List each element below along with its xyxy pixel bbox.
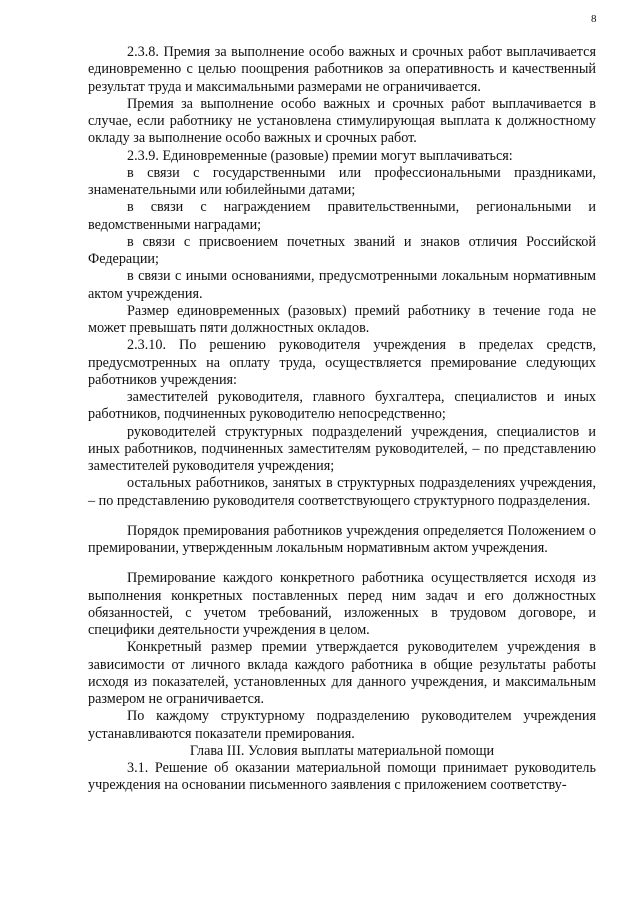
list-item: в связи с награждением правительственными, региональными и ведомственными наградами; — [88, 199, 596, 233]
list-item: руководителей структурных подразделений учреждения, специалистов и иных работников, подчиненных заместителям руководителей, – по представлению заместителей руководителя учреждения; — [88, 423, 596, 474]
chapter-heading: Глава III. Условия выплаты материальной помощи — [189, 742, 495, 759]
document-body — [88, 44, 596, 795]
list-item: в связи с иными основаниями, предусмотренными локальным нормативным актом учреждения. — [88, 268, 596, 302]
list-item: заместителей руководителя, главного бухгалтера, специалистов и иных работников, подчиненных руководителю непосредственно; — [88, 389, 596, 423]
paragraph: Премия за выполнение особо важных и срочных работ выплачивается в случае, если работнику не установлена стимулирующая выплата к должностному окладу за выполнение особо важных и срочных работ. — [88, 95, 596, 147]
paragraph: Конкретный размер премии утверждается руководителем учреждения в зависимости от личного вклада каждого работника в общие результаты работы исходя из показателей, установленных для данного учреждения, и максимальным размером не ограничивается. — [88, 639, 596, 707]
paragraph-2-3-10: 2.3.10. По решению руководителя учреждения в пределах средств, предусмотренных на оплату труда, осуществляется премирование следующих работников учреждения: — [88, 337, 596, 388]
paragraph: Порядок премирования работников учреждения определяется Положением о премировании, утвержденным локальным нормативным актом учреждения. — [88, 522, 596, 556]
paragraph-3-1: 3.1. Решение об оказании материальной помощи принимает руководитель учреждения на основании письменного заявления с приложением соответству- — [88, 760, 596, 794]
paragraph: Размер единовременных (разовых) премий работнику в течение года не может превышать пяти должностных окладов. — [88, 302, 596, 336]
paragraph-2-3-9: 2.3.9. Единовременные (разовые) премии могут выплачиваться: — [127, 147, 513, 164]
paragraph: Премирование каждого конкретного работника осуществляется исходя из выполнения конкретных поставленных перед ним задач и его должностных обязанностей, с учетом требований, изложенных в трудовом договоре, и специфики деятельности учреждения в целом. — [88, 570, 596, 638]
list-item: в связи с присвоением почетных званий и знаков отличия Российской Федерации; — [88, 233, 596, 267]
list-item: в связи с государственными или профессиональными праздниками, знаменательными или юбилейными датами; — [88, 164, 596, 198]
paragraph-2-3-8: 2.3.8. Премия за выполнение особо важных и срочных работ выплачивается единовременно с целью поощрения работников за оперативность и качественный результат труда и максимальными размерами не ограничивается. — [88, 44, 596, 95]
page-number: 8 — [591, 13, 597, 25]
list-item: остальных работников, занятых в структурных подразделениях учреждения, – по представлению руководителя соответствующего структурного подразделения. — [88, 475, 596, 509]
paragraph: По каждому структурному подразделению руководителем учреждения устанавливаются показатели премирования. — [88, 708, 596, 742]
